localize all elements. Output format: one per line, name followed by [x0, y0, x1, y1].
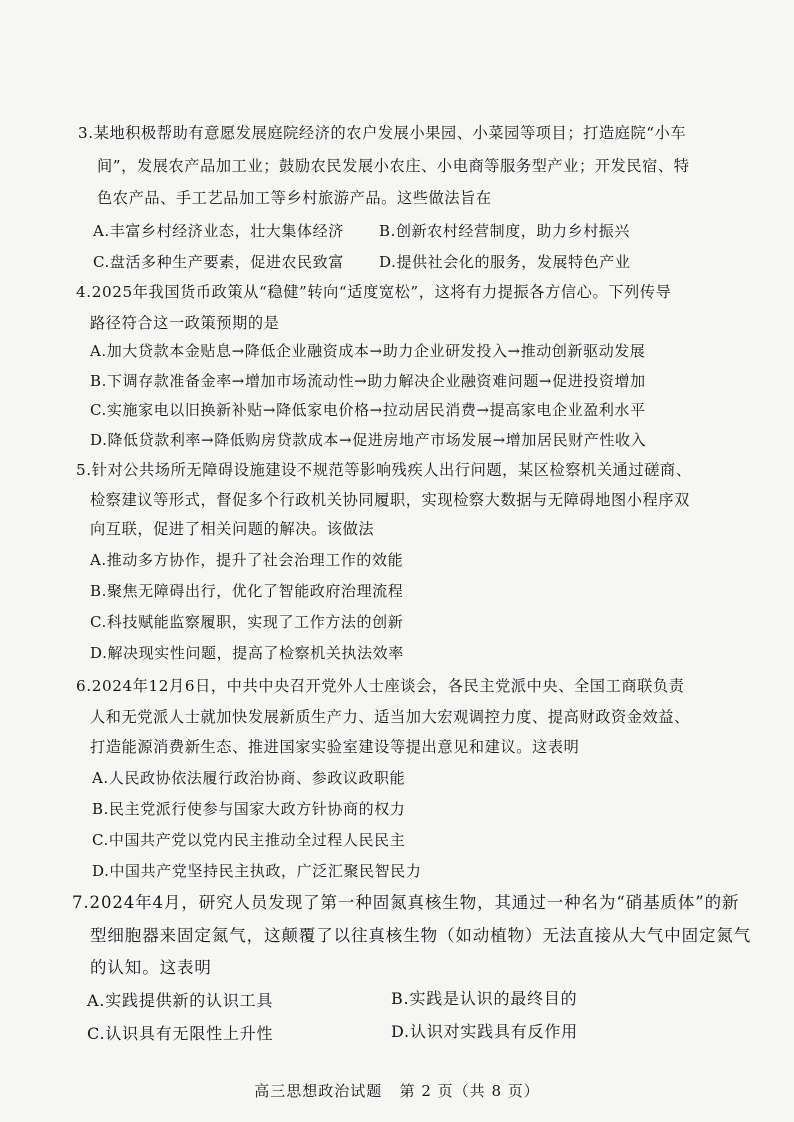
question-stem-line: 色农产品、手工艺品加工等乡村旅游产品。这些做法旨在: [97, 189, 492, 207]
question-stem-line: 7.2024年4月，研究人员发现了第一种固氮真核生物，其通过一种名为“硝基质体”的新: [72, 893, 740, 912]
option-a: A.加大贷款本金贴息→降低企业融资成本→助力企业研发投入→推动创新驱动发展: [90, 342, 646, 360]
option-c: C.中国共产党以党内民主推动全过程人民民主: [92, 831, 406, 849]
page-footer: [0, 1080, 794, 1101]
option-c: C.盘活多种生产要素，促进农民致富: [93, 253, 344, 271]
question-stem-line: 打造能源消费新生态、推进国家实验室建设等提出意见和建议。这表明: [90, 738, 580, 756]
option-d: D.提供社会化的服务，发展特色产业: [379, 253, 631, 271]
question-stem-line: 人和无党派人士就加快发展新质生产力、适当加大宏观调控力度、提高财政资金效益、: [90, 708, 690, 726]
option-d: D.解决现实性问题，提高了检察机关执法效率: [90, 644, 404, 662]
question-stem-line: 向互联，促进了相关问题的解决。该做法: [90, 520, 375, 538]
option-c: C.科技赋能监察履职，实现了工作方法的创新: [90, 613, 404, 631]
question-stem-line: 6.2024年12月6日，中共中央召开党外人士座谈会，各民主党派中央、全国工商联负责: [76, 677, 685, 695]
footer-title: 高三思想政治试题: [254, 1082, 383, 1100]
footer-page-number: 第 2 页（共 8 页）: [399, 1082, 540, 1100]
option-a: A.推动多方协作，提升了社会治理工作的效能: [90, 551, 404, 569]
option-d: D.中国共产党坚持民主执政，广泛汇聚民智民力: [92, 862, 422, 880]
option-a: A.丰富乡村经济业态，壮大集体经济: [93, 222, 344, 240]
option-d: D.降低贷款利率→降低购房贷款成本→促进房地产市场发展→增加居民财产性收入: [90, 431, 647, 449]
question-stem-line: 间”，发展农产品加工业；鼓励农民发展小农庄、小电商等服务型产业；开发民宿、特: [97, 157, 690, 175]
option-c: C.实施家电以旧换新补贴→降低家电价格→拉动居民消费→提高家电企业盈利水平: [90, 401, 646, 419]
option-a: A.人民政协依法履行政治协商、参政议政职能: [92, 769, 406, 787]
question-stem-line: 的认知。这表明: [90, 958, 212, 977]
option-d: D.认识对实践具有反作用: [391, 1022, 578, 1041]
question-stem-line: 路径符合这一政策预期的是: [90, 314, 280, 332]
option-b: B.聚焦无障碍出行，优化了智能政府治理流程: [90, 582, 404, 600]
question-stem-line: 5.针对公共场所无障碍设施建设不规范等影响残疾人出行问题，某区检察机关通过磋商、: [76, 461, 692, 479]
question-stem-line: 3.某地积极帮助有意愿发展庭院经济的农户发展小果园、小菜园等项目；打造庭院“小车: [78, 124, 687, 142]
option-b: B.下调存款准备金率→增加市场流动性→助力解决企业融资难问题→促进投资增加: [90, 372, 646, 390]
option-b: B.实践是认识的最终目的: [391, 989, 578, 1008]
option-c: C.认识具有无限性上升性: [87, 1024, 274, 1043]
option-b: B.创新农村经营制度，助力乡村振兴: [379, 222, 630, 240]
option-a: A.实践提供新的认识工具: [87, 991, 274, 1010]
option-b: B.民主党派行使参与国家大政方针协商的权力: [92, 800, 406, 818]
question-stem-line: 检察建议等形式，督促多个行政机关协同履职，实现检察大数据与无障碍地图小程序双: [90, 491, 690, 509]
question-stem-line: 4.2025年我国货币政策从“稳健”转向“适度宽松”，这将有力提振各方信心。下列传导: [76, 283, 672, 301]
question-stem-line: 型细胞器来固定氮气，这颠覆了以往真核生物（如动植物）无法直接从大气中固定氮气: [90, 926, 752, 945]
